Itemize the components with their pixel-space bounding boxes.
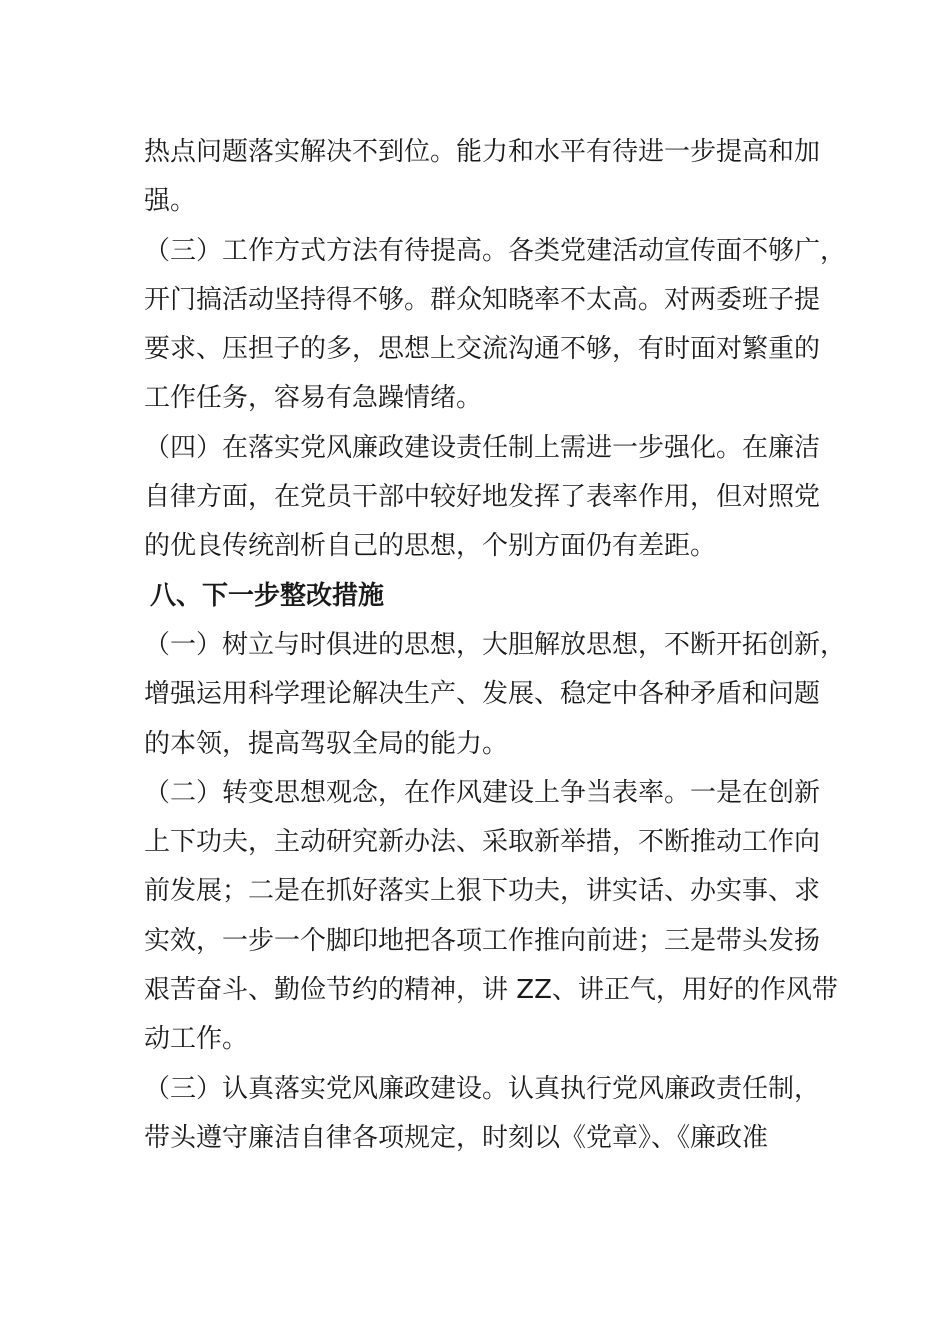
text-line: 动工作。 — [144, 1024, 249, 1055]
text-line: 强。 — [144, 186, 197, 217]
text-line: 上下功夫，主动研究新办法、采取新举措，不断推动工作向 — [144, 827, 821, 858]
text-line: 带头遵守廉洁自律各项规定，时刻以《党章》、《廉政准 — [144, 1122, 769, 1153]
paragraph-line: （三）认真落实党风廉政建设。认真执行党风廉政责任制， — [144, 1073, 821, 1104]
text-line: 热点问题落实解决不到位。能力和水平有待进一步提高和加 — [144, 137, 821, 167]
text-line: 增强运用科学理论解决生产、发展、稳定中各种矛盾和问题 — [144, 679, 821, 710]
paragraph-line: （一）树立与时俱进的思想，大胆解放思想，不断开拓创新， — [144, 629, 847, 660]
paragraph-line: （三）工作方式方法有待提高。各类党建活动宣传面不够广， — [144, 235, 847, 266]
paragraph-line: （四）在落实党风廉政建设责任制上需进一步强化。在廉洁 — [144, 432, 821, 463]
text-line: 要求、压担子的多，思想上交流沟通不够，有时面对繁重的 — [144, 334, 821, 365]
text-line: 的优良传统剖析自己的思想，个别方面仍有差距。 — [144, 531, 717, 562]
text-line: 自律方面，在党员干部中较好地发挥了表率作用，但对照党 — [144, 482, 821, 513]
paragraph-line: （二）转变思想观念，在作风建设上争当表率。一是在创新 — [144, 777, 821, 808]
document-body — [144, 128, 847, 1163]
text-line: 的本领，提高驾驭全局的能力。 — [144, 728, 509, 759]
text-line: 工作任务，容易有急躁情绪。 — [144, 383, 483, 414]
text-line: 开门搞活动坚持得不够。群众知晓率不太高。对两委班子提 — [144, 284, 821, 315]
text-line: 前发展；二是在抓好落实上狠下功夫，讲实话、办实事、求 — [144, 876, 821, 907]
text-line: 实效，一步一个脚印地把各项工作推向前进；三是带头发扬 — [144, 925, 821, 956]
section-heading: 八、下一步整改措施 — [150, 580, 385, 611]
text-line: 艰苦奋斗、勤俭节约的精神，讲 ZZ、讲正气，用好的作风带 — [144, 975, 838, 1006]
